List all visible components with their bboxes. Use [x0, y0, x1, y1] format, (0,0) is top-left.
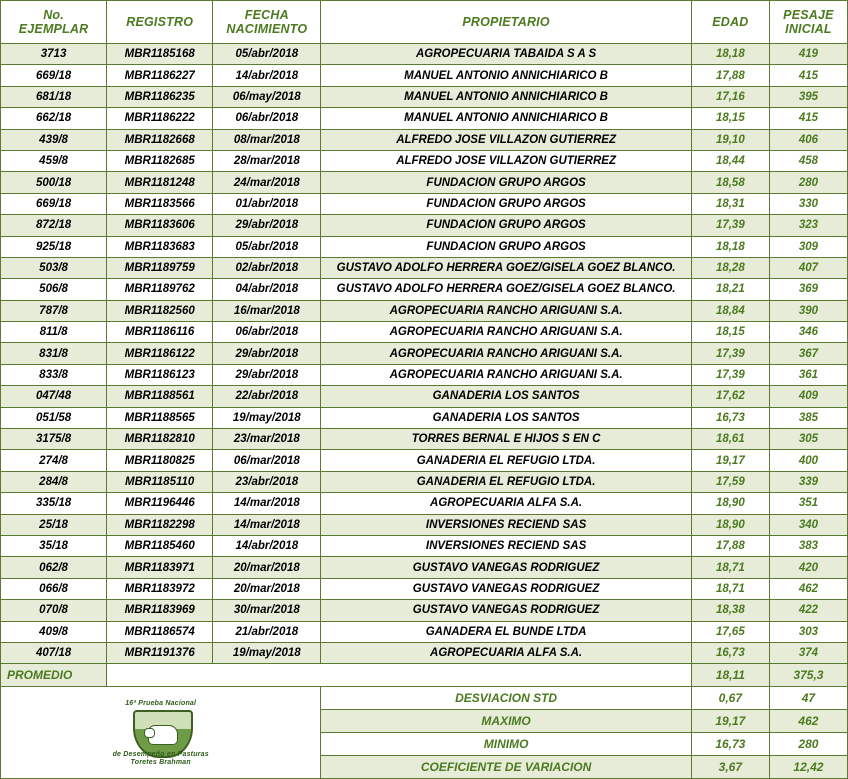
- cell-no-ejemplar: 047/48: [1, 386, 107, 407]
- cell-registro: MBR1181248: [107, 172, 213, 193]
- cell-pesaje-inicial: 420: [769, 557, 847, 578]
- cell-registro: MBR1196446: [107, 493, 213, 514]
- cell-no-ejemplar: 274/8: [1, 450, 107, 471]
- summary-pesaje: 375,3: [769, 664, 847, 687]
- cell-no-ejemplar: 35/18: [1, 535, 107, 556]
- table-row: [1, 236, 848, 257]
- cell-edad: 18,84: [691, 300, 769, 321]
- cell-fecha-nacimiento: 28/mar/2018: [213, 150, 321, 171]
- cell-pesaje-inicial: 407: [769, 257, 847, 278]
- table-row: [1, 108, 848, 129]
- cell-propietario: GANADERIA LOS SANTOS: [321, 386, 691, 407]
- cell-pesaje-inicial: 303: [769, 621, 847, 642]
- table-row: [1, 407, 848, 428]
- summary-pesaje: 47: [769, 687, 847, 710]
- summary-pesaje: 12,42: [769, 756, 847, 779]
- summary-label: PROMEDIO: [1, 664, 107, 687]
- cell-no-ejemplar: 070/8: [1, 600, 107, 621]
- table-row: [1, 429, 848, 450]
- cell-propietario: MANUEL ANTONIO ANNICHIARICO B: [321, 86, 691, 107]
- cell-edad: 18,21: [691, 279, 769, 300]
- cell-pesaje-inicial: 351: [769, 493, 847, 514]
- cell-no-ejemplar: 459/8: [1, 150, 107, 171]
- cell-fecha-nacimiento: 22/abr/2018: [213, 386, 321, 407]
- cell-pesaje-inicial: 458: [769, 150, 847, 171]
- cell-fecha-nacimiento: 14/abr/2018: [213, 535, 321, 556]
- cell-propietario: INVERSIONES RECIEND SAS: [321, 514, 691, 535]
- bull-figure: [148, 725, 178, 745]
- cell-pesaje-inicial: 395: [769, 86, 847, 107]
- cell-registro: MBR1186123: [107, 364, 213, 385]
- cell-registro: MBR1186235: [107, 86, 213, 107]
- cell-propietario: GUSTAVO VANEGAS RODRIGUEZ: [321, 578, 691, 599]
- cell-fecha-nacimiento: 20/mar/2018: [213, 557, 321, 578]
- cell-edad: 17,39: [691, 364, 769, 385]
- cell-no-ejemplar: 669/18: [1, 193, 107, 214]
- cell-propietario: MANUEL ANTONIO ANNICHIARICO B: [321, 108, 691, 129]
- cell-registro: MBR1183971: [107, 557, 213, 578]
- cell-pesaje-inicial: 346: [769, 322, 847, 343]
- summary-edad: 16,73: [691, 733, 769, 756]
- table-row: [1, 86, 848, 107]
- cell-no-ejemplar: 062/8: [1, 557, 107, 578]
- cell-pesaje-inicial: 339: [769, 471, 847, 492]
- summary-pesaje: 280: [769, 733, 847, 756]
- cell-propietario: GUSTAVO ADOLFO HERRERA GOEZ/GISELA GOEZ BLANCO.: [321, 257, 691, 278]
- table-row: [1, 279, 848, 300]
- cell-edad: 18,15: [691, 322, 769, 343]
- cell-fecha-nacimiento: 06/abr/2018: [213, 322, 321, 343]
- summary-label: MINIMO: [321, 733, 691, 756]
- cell-edad: 17,16: [691, 86, 769, 107]
- cell-edad: 18,90: [691, 514, 769, 535]
- cell-fecha-nacimiento: 08/mar/2018: [213, 129, 321, 150]
- cell-edad: 17,88: [691, 535, 769, 556]
- table-row: [1, 535, 848, 556]
- column-header-fecha-nacimiento: FECHA NACIMIENTO: [213, 1, 321, 44]
- cell-registro: MBR1185168: [107, 44, 213, 65]
- cell-edad: 18,71: [691, 578, 769, 599]
- cell-no-ejemplar: 506/8: [1, 279, 107, 300]
- cell-edad: 17,62: [691, 386, 769, 407]
- cell-propietario: GANADERIA LOS SANTOS: [321, 407, 691, 428]
- cell-pesaje-inicial: 409: [769, 386, 847, 407]
- logo-bottom-text: de Desempeño en Pasturas Toretes Brahman: [112, 750, 209, 766]
- cell-pesaje-inicial: 406: [769, 129, 847, 150]
- cell-edad: 18,90: [691, 493, 769, 514]
- cell-propietario: GANADERA EL BUNDE LTDA: [321, 621, 691, 642]
- cell-pesaje-inicial: 309: [769, 236, 847, 257]
- cell-fecha-nacimiento: 06/may/2018: [213, 86, 321, 107]
- cell-pesaje-inicial: 374: [769, 642, 847, 663]
- cell-no-ejemplar: 503/8: [1, 257, 107, 278]
- cell-pesaje-inicial: 340: [769, 514, 847, 535]
- column-header-pesaje-inicial: PESAJE INICIAL: [769, 1, 847, 44]
- cell-registro: MBR1182810: [107, 429, 213, 450]
- cell-pesaje-inicial: 415: [769, 108, 847, 129]
- cell-pesaje-inicial: 369: [769, 279, 847, 300]
- cell-no-ejemplar: 669/18: [1, 65, 107, 86]
- cell-fecha-nacimiento: 20/mar/2018: [213, 578, 321, 599]
- cell-registro: MBR1183683: [107, 236, 213, 257]
- cell-no-ejemplar: 066/8: [1, 578, 107, 599]
- cell-edad: 18,28: [691, 257, 769, 278]
- cell-edad: 18,18: [691, 236, 769, 257]
- cell-registro: MBR1180825: [107, 450, 213, 471]
- cell-pesaje-inicial: 422: [769, 600, 847, 621]
- cell-fecha-nacimiento: 14/mar/2018: [213, 493, 321, 514]
- cell-propietario: GUSTAVO VANEGAS RODRIGUEZ: [321, 600, 691, 621]
- cell-edad: 18,71: [691, 557, 769, 578]
- cell-propietario: MANUEL ANTONIO ANNICHIARICO B: [321, 65, 691, 86]
- cell-edad: 18,15: [691, 108, 769, 129]
- summary-edad: 3,67: [691, 756, 769, 779]
- table-row: [1, 386, 848, 407]
- table-row: [1, 193, 848, 214]
- table-row: [1, 557, 848, 578]
- cell-no-ejemplar: 831/8: [1, 343, 107, 364]
- cell-pesaje-inicial: 462: [769, 578, 847, 599]
- table-row: [1, 343, 848, 364]
- table-row: [1, 150, 848, 171]
- cell-pesaje-inicial: 419: [769, 44, 847, 65]
- column-header-propietario: PROPIETARIO: [321, 1, 691, 44]
- cell-edad: 17,39: [691, 343, 769, 364]
- cell-edad: 18,31: [691, 193, 769, 214]
- brahman-bull-shield-icon: [1, 687, 321, 779]
- column-header-edad: EDAD: [691, 1, 769, 44]
- summary-label: DESVIACION STD: [321, 687, 691, 710]
- cell-propietario: TORRES BERNAL E HIJOS S EN C: [321, 429, 691, 450]
- table-body: [1, 44, 848, 779]
- cell-propietario: FUNDACION GRUPO ARGOS: [321, 172, 691, 193]
- cell-no-ejemplar: 25/18: [1, 514, 107, 535]
- cell-fecha-nacimiento: 01/abr/2018: [213, 193, 321, 214]
- table-row: [1, 600, 848, 621]
- cell-registro: MBR1183566: [107, 193, 213, 214]
- table-row: [1, 621, 848, 642]
- cell-pesaje-inicial: 390: [769, 300, 847, 321]
- cell-propietario: INVERSIONES RECIEND SAS: [321, 535, 691, 556]
- cell-edad: 17,39: [691, 215, 769, 236]
- cell-fecha-nacimiento: 02/abr/2018: [213, 257, 321, 278]
- cell-registro: MBR1182298: [107, 514, 213, 535]
- cell-registro: MBR1185460: [107, 535, 213, 556]
- cell-registro: MBR1182668: [107, 129, 213, 150]
- cell-registro: MBR1182685: [107, 150, 213, 171]
- cell-pesaje-inicial: 323: [769, 215, 847, 236]
- cell-pesaje-inicial: 280: [769, 172, 847, 193]
- cell-no-ejemplar: 284/8: [1, 471, 107, 492]
- cell-fecha-nacimiento: 19/may/2018: [213, 407, 321, 428]
- cell-pesaje-inicial: 330: [769, 193, 847, 214]
- table-row: [1, 172, 848, 193]
- cell-propietario: GANADERIA EL REFUGIO LTDA.: [321, 471, 691, 492]
- table-row: [1, 215, 848, 236]
- cell-edad: 19,17: [691, 450, 769, 471]
- table-row: [1, 578, 848, 599]
- summary-row-desviacion-std: [1, 687, 848, 710]
- cell-pesaje-inicial: 385: [769, 407, 847, 428]
- summary-row-promedio: [1, 664, 848, 687]
- cell-no-ejemplar: 872/18: [1, 215, 107, 236]
- table-header: [1, 1, 848, 44]
- cell-propietario: GUSTAVO VANEGAS RODRIGUEZ: [321, 557, 691, 578]
- cell-fecha-nacimiento: 24/mar/2018: [213, 172, 321, 193]
- table-row: [1, 257, 848, 278]
- cell-registro: MBR1188565: [107, 407, 213, 428]
- cell-propietario: AGROPECUARIA TABAIDA S A S: [321, 44, 691, 65]
- cell-propietario: FUNDACION GRUPO ARGOS: [321, 236, 691, 257]
- table-row: [1, 471, 848, 492]
- cell-propietario: FUNDACION GRUPO ARGOS: [321, 215, 691, 236]
- cell-registro: MBR1186222: [107, 108, 213, 129]
- cell-fecha-nacimiento: 05/abr/2018: [213, 236, 321, 257]
- summary-label: COEFICIENTE DE VARIACION: [321, 756, 691, 779]
- cell-edad: 19,10: [691, 129, 769, 150]
- cell-propietario: GANADERIA EL REFUGIO LTDA.: [321, 450, 691, 471]
- cell-no-ejemplar: 335/18: [1, 493, 107, 514]
- cell-fecha-nacimiento: 06/mar/2018: [213, 450, 321, 471]
- cell-no-ejemplar: 787/8: [1, 300, 107, 321]
- cell-no-ejemplar: 409/8: [1, 621, 107, 642]
- table-row: [1, 364, 848, 385]
- summary-pesaje: 462: [769, 710, 847, 733]
- summary-edad: 19,17: [691, 710, 769, 733]
- header-line-1: No. EJEMPLAR: [18, 7, 89, 36]
- cell-registro: MBR1183972: [107, 578, 213, 599]
- cell-edad: 16,73: [691, 642, 769, 663]
- cell-fecha-nacimiento: 04/abr/2018: [213, 279, 321, 300]
- cell-propietario: AGROPECUARIA RANCHO ARIGUANI S.A.: [321, 364, 691, 385]
- cell-no-ejemplar: 500/18: [1, 172, 107, 193]
- cell-no-ejemplar: 811/8: [1, 322, 107, 343]
- cell-pesaje-inicial: 415: [769, 65, 847, 86]
- cell-propietario: AGROPECUARIA RANCHO ARIGUANI S.A.: [321, 343, 691, 364]
- cell-propietario: ALFREDO JOSE VILLAZON GUTIERREZ: [321, 129, 691, 150]
- logo-top-text: 16ª Prueba Nacional: [125, 699, 197, 707]
- cell-propietario: GUSTAVO ADOLFO HERRERA GOEZ/GISELA GOEZ BLANCO.: [321, 279, 691, 300]
- column-header-no-ejemplar: [1, 1, 107, 44]
- cell-propietario: AGROPECUARIA ALFA S.A.: [321, 493, 691, 514]
- cell-registro: MBR1189759: [107, 257, 213, 278]
- table-row: [1, 514, 848, 535]
- cell-fecha-nacimiento: 14/mar/2018: [213, 514, 321, 535]
- cell-pesaje-inicial: 361: [769, 364, 847, 385]
- header-row: [1, 1, 848, 44]
- cell-registro: MBR1183969: [107, 600, 213, 621]
- cell-no-ejemplar: 407/18: [1, 642, 107, 663]
- cell-no-ejemplar: 439/8: [1, 129, 107, 150]
- cell-edad: 18,18: [691, 44, 769, 65]
- cell-fecha-nacimiento: 06/abr/2018: [213, 108, 321, 129]
- table-row: [1, 129, 848, 150]
- cell-propietario: AGROPECUARIA RANCHO ARIGUANI S.A.: [321, 300, 691, 321]
- cell-edad: 18,61: [691, 429, 769, 450]
- table-row: [1, 450, 848, 471]
- summary-label: MAXIMO: [321, 710, 691, 733]
- cell-fecha-nacimiento: 29/abr/2018: [213, 343, 321, 364]
- cell-no-ejemplar: 681/18: [1, 86, 107, 107]
- cell-edad: 18,58: [691, 172, 769, 193]
- table-row: [1, 44, 848, 65]
- summary-edad: 18,11: [691, 664, 769, 687]
- cell-no-ejemplar: 3175/8: [1, 429, 107, 450]
- cell-pesaje-inicial: 367: [769, 343, 847, 364]
- cell-fecha-nacimiento: 05/abr/2018: [213, 44, 321, 65]
- column-header-registro: REGISTRO: [107, 1, 213, 44]
- cell-propietario: AGROPECUARIA ALFA S.A.: [321, 642, 691, 663]
- cell-fecha-nacimiento: 30/mar/2018: [213, 600, 321, 621]
- cell-fecha-nacimiento: 29/abr/2018: [213, 364, 321, 385]
- cell-pesaje-inicial: 400: [769, 450, 847, 471]
- cell-no-ejemplar: 3713: [1, 44, 107, 65]
- cell-registro: MBR1186116: [107, 322, 213, 343]
- cell-fecha-nacimiento: 23/mar/2018: [213, 429, 321, 450]
- cell-fecha-nacimiento: 21/abr/2018: [213, 621, 321, 642]
- cell-registro: MBR1189762: [107, 279, 213, 300]
- cell-registro: MBR1188561: [107, 386, 213, 407]
- cell-no-ejemplar: 051/58: [1, 407, 107, 428]
- cell-registro: MBR1183606: [107, 215, 213, 236]
- table-row: [1, 65, 848, 86]
- table-row: [1, 642, 848, 663]
- cell-registro: MBR1185110: [107, 471, 213, 492]
- cell-fecha-nacimiento: 16/mar/2018: [213, 300, 321, 321]
- cell-no-ejemplar: 662/18: [1, 108, 107, 129]
- cell-registro: MBR1186122: [107, 343, 213, 364]
- summary-edad: 0,67: [691, 687, 769, 710]
- cell-propietario: ALFREDO JOSE VILLAZON GUTIERREZ: [321, 150, 691, 171]
- cell-propietario: AGROPECUARIA RANCHO ARIGUANI S.A.: [321, 322, 691, 343]
- cell-edad: 18,38: [691, 600, 769, 621]
- cell-propietario: FUNDACION GRUPO ARGOS: [321, 193, 691, 214]
- cell-registro: MBR1186227: [107, 65, 213, 86]
- summary-spacer: [107, 664, 692, 687]
- table-row: [1, 300, 848, 321]
- cell-registro: MBR1182560: [107, 300, 213, 321]
- cell-edad: 18,44: [691, 150, 769, 171]
- cell-edad: 17,59: [691, 471, 769, 492]
- cell-no-ejemplar: 925/18: [1, 236, 107, 257]
- cell-registro: MBR1186574: [107, 621, 213, 642]
- table-row: [1, 493, 848, 514]
- table-row: [1, 322, 848, 343]
- cell-fecha-nacimiento: 29/abr/2018: [213, 215, 321, 236]
- cell-no-ejemplar: 833/8: [1, 364, 107, 385]
- cell-edad: 17,65: [691, 621, 769, 642]
- cell-registro: MBR1191376: [107, 642, 213, 663]
- cell-fecha-nacimiento: 14/abr/2018: [213, 65, 321, 86]
- cell-edad: 16,73: [691, 407, 769, 428]
- cell-fecha-nacimiento: 23/abr/2018: [213, 471, 321, 492]
- cell-pesaje-inicial: 305: [769, 429, 847, 450]
- cell-pesaje-inicial: 383: [769, 535, 847, 556]
- cell-edad: 17,88: [691, 65, 769, 86]
- cell-fecha-nacimiento: 19/may/2018: [213, 642, 321, 663]
